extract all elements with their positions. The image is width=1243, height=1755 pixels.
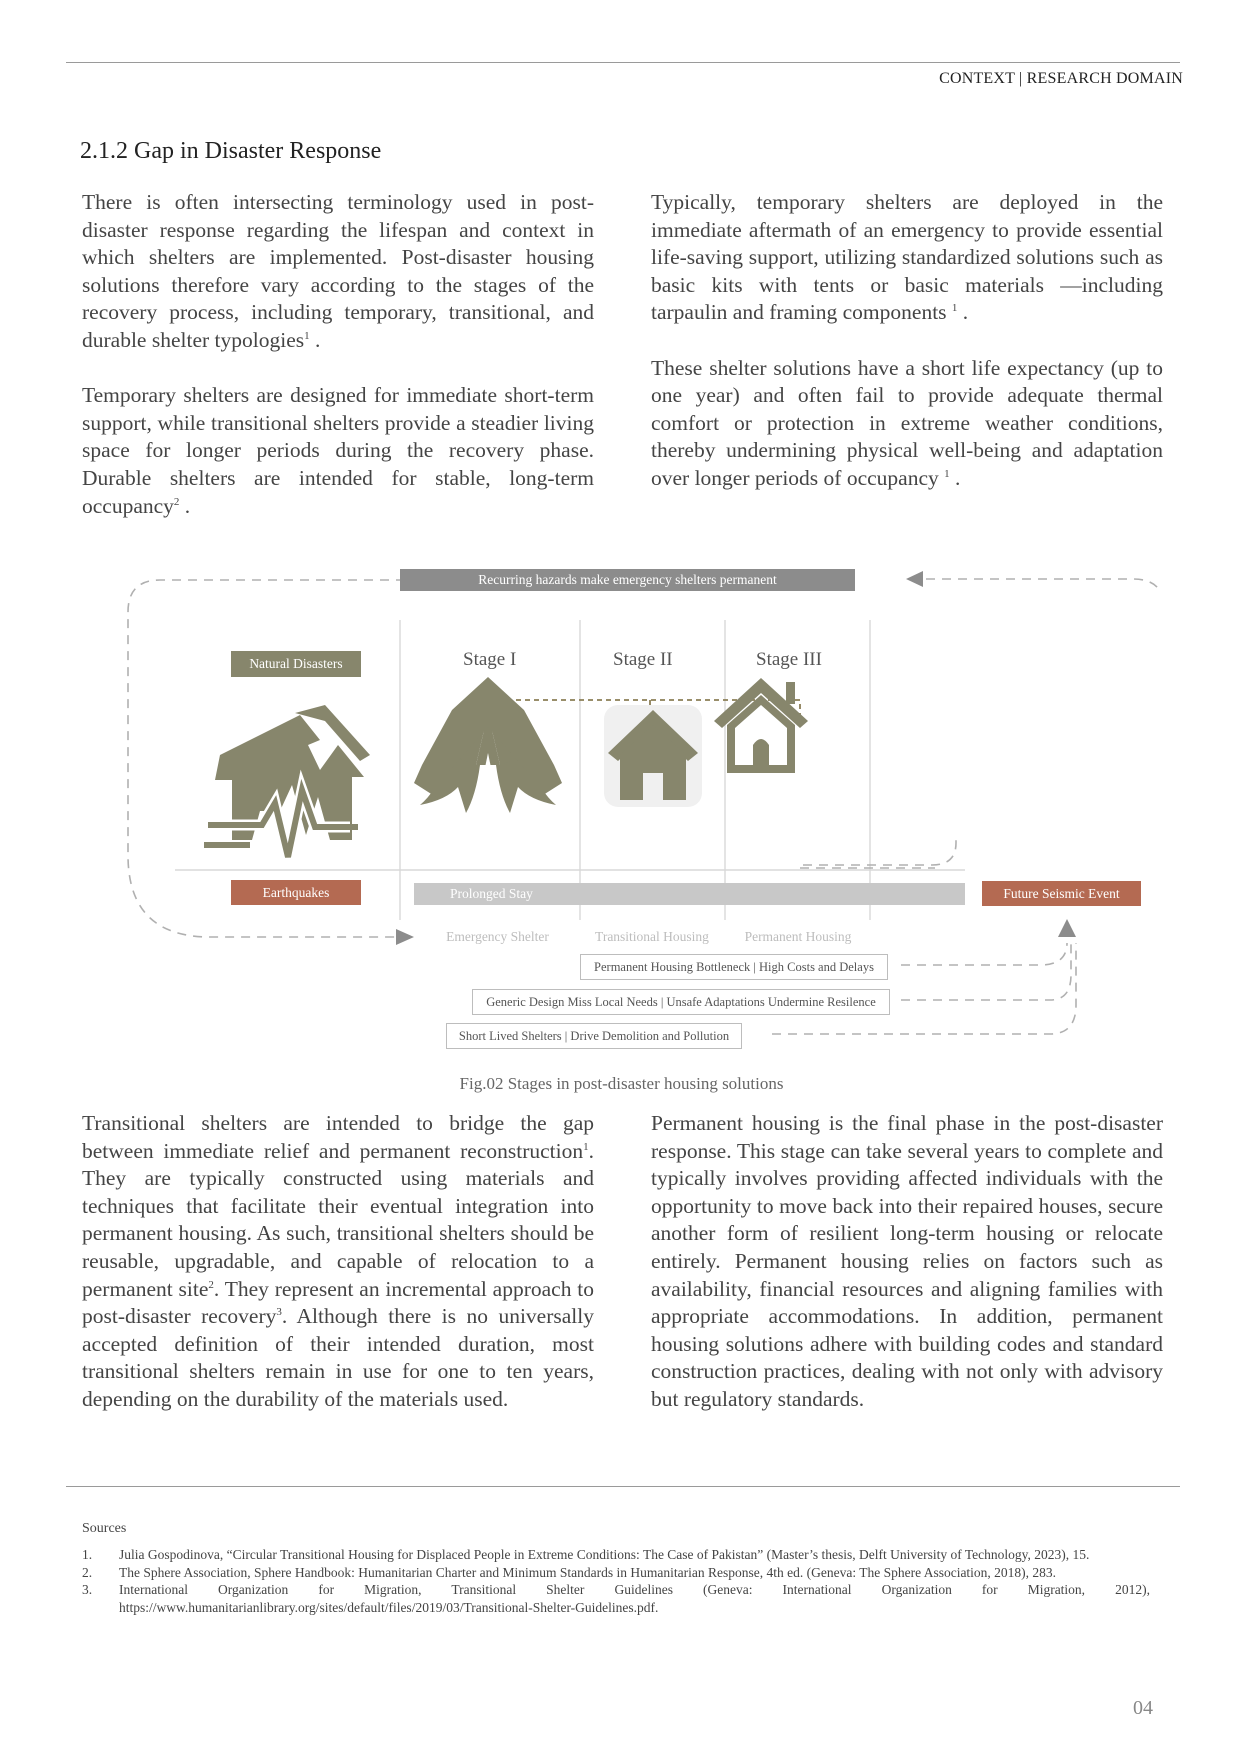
right-column-top — [651, 189, 1163, 493]
natural-disasters-label: Natural Disasters — [231, 651, 361, 677]
future-event-label: Future Seismic Event — [982, 881, 1141, 906]
stage-3-label: Stage III — [756, 649, 822, 670]
references-list — [82, 1546, 1150, 1616]
paragraph: These shelter solutions have a short life expectancy (up to one year) and often fail to provide adequate thermal comfort or protection in extreme weather conditions, thereby undermining physical well-being and adaptation over longer periods of occupancy $^1$ . — [651, 355, 1163, 490]
paragraph: There is often intersecting terminology used in post-disaster response regarding the lifespan and context in which shelters are implemented. Post-disaster housing solutions therefore vary according to the stages of the recovery process, including temporary, transitional, and durable shelter typologies$^1$ . — [82, 190, 594, 352]
issue-box-3: Short Lived Shelters | Drive Demolition and Pollution — [446, 1023, 742, 1049]
stage-2-label: Stage II — [613, 649, 673, 670]
issue-box-2: Generic Design Miss Local Needs | Unsafe Adaptations Undermine Resilence — [472, 989, 890, 1015]
reference-item: 3. International Organization for Migration, Transitional Shelter Guidelines (Geneva: International Organization for Migration, 2012), https://www.humanitarianlibrary.org/sites/default/files/2019/03/Transitional-Shelter-Guidelines.pdf. — [82, 1582, 1150, 1615]
stage-1-label: Stage I — [463, 649, 517, 670]
permanent-housing-label: Permanent Housing — [744, 929, 852, 944]
paragraph: Temporary shelters are designed for immediate short-term support, while transitional shelters provide a steadier living space for longer periods during the recovery phase. Durable shelters are intended for stable, long-term occupancy$^2$ . — [82, 383, 594, 518]
running-head: CONTEXT | RESEARCH DOMAIN — [939, 70, 1183, 87]
issue-box-1: Permanent Housing Bottleneck | High Costs and Delays — [580, 954, 888, 980]
sources-label: Sources — [82, 1521, 127, 1536]
top-banner: Recurring hazards make emergency shelters permanent — [400, 569, 855, 591]
left-column-top — [82, 189, 594, 520]
paragraph: Permanent housing is the final phase in the post-disaster response. This stage can take several years to complete and typically involves providing affected individuals with the opportunity to move back into their repaired houses, secure another form of resilient long-term housing or relocate entirely. Permanent housing relies on factors such as availability, financial resources and aligning families with appropriate accommodations. In addition, permanent housing solutions adhere with building codes and standard construction practices, dealing with not only with advisory but regulatory standards. — [651, 1111, 1163, 1411]
earthquakes-label: Earthquakes — [231, 880, 361, 905]
page-number: 04 — [1133, 1697, 1153, 1719]
stages-diagram — [120, 565, 1160, 1065]
paragraph: Typically, temporary shelters are deployed in the immediate aftermath of an emergency to provide essential life-saving support, utilizing standardized solutions such as basic kits with tents or basic materials —including tarpaulin and framing components $^1$ . — [651, 190, 1163, 325]
figure-caption: Fig.02 Stages in post-disaster housing solutions — [459, 1074, 784, 1093]
header-rule — [66, 62, 1180, 63]
section-title: 2.1.2 Gap in Disaster Response — [80, 138, 382, 164]
reference-item: 1. Julia Gospodinova, “Circular Transitional Housing for Displaced People in Extreme Conditions: The Case of Pakistan” (Master’s thesis, Delft University of Technology, 2023), 15. — [82, 1547, 1090, 1562]
emergency-shelter-label: Emergency Shelter — [446, 929, 549, 944]
paragraph: Transitional shelters are intended to bridge the gap between immediate relief and permanent reconstruction$^1$. They are typically constructed using materials and techniques that facilitate their eventual integration into permanent housing. As such, transitional shelters should be reusable, upgradable, and capable of relocation to a permanent site$^2$. They represent an incremental approach to post-disaster recovery$^3$. Although there is no universally accepted definition of their intended duration, most transitional shelters remain in use for one to ten years, depending on the durability of the materials used. — [82, 1111, 594, 1411]
footer-rule — [66, 1486, 1180, 1487]
right-column-bottom — [651, 1110, 1163, 1414]
transitional-housing-label: Transitional Housing — [595, 929, 709, 944]
prolonged-stay-bar: Prolonged Stay — [414, 883, 965, 905]
left-column-bottom — [82, 1110, 594, 1414]
reference-item: 2. The Sphere Association, Sphere Handbook: Humanitarian Charter and Minimum Standards in Humanitarian Response, 4th ed. (Geneva: The Sphere Association, 2018), 283. — [82, 1564, 1057, 1580]
